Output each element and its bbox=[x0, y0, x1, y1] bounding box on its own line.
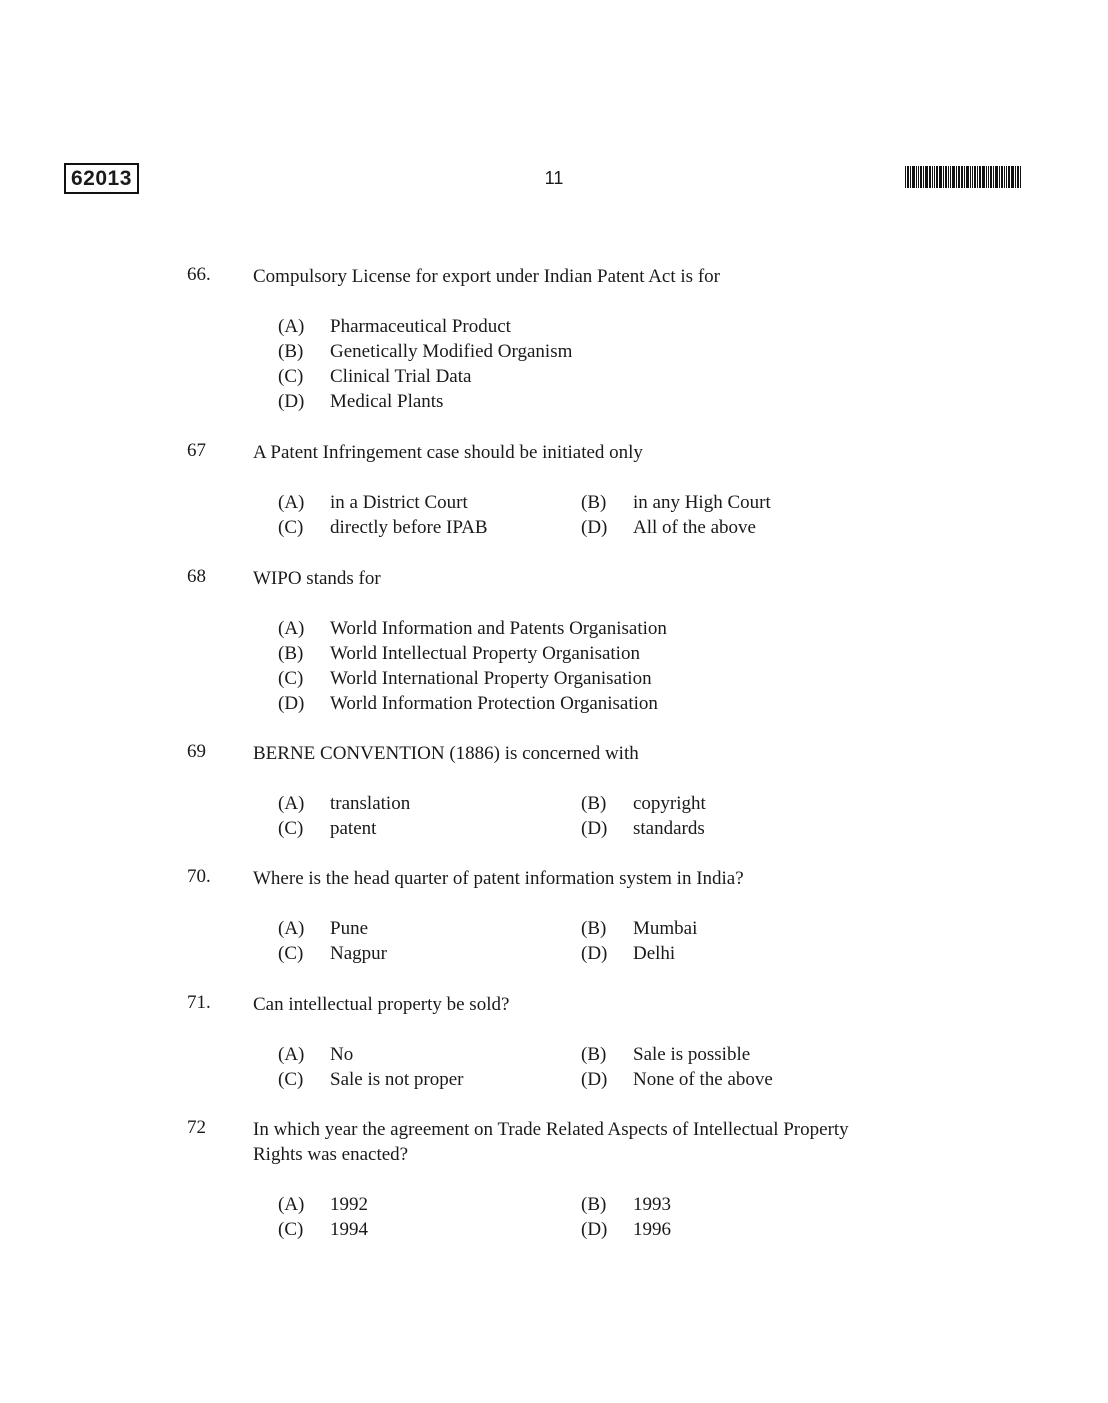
barcode-bar bbox=[982, 166, 985, 188]
option-letter: (C) bbox=[278, 1219, 304, 1240]
question-text: Compulsory License for export under Indian Patent Act is for bbox=[253, 266, 720, 287]
question-text: WIPO stands for bbox=[253, 568, 381, 589]
option-text: in any High Court bbox=[633, 492, 771, 513]
barcode-bar bbox=[961, 166, 963, 188]
option-letter: (A) bbox=[278, 492, 305, 513]
option-c bbox=[278, 1217, 368, 1242]
barcode-bar bbox=[970, 166, 971, 188]
barcode-bar bbox=[910, 166, 911, 188]
option-b bbox=[581, 1192, 671, 1217]
question-text: A Patent Infringement case should be initiated only bbox=[253, 442, 643, 463]
question-text: BERNE CONVENTION (1886) is concerned with bbox=[253, 743, 639, 764]
barcode-bar bbox=[936, 166, 938, 188]
option-text: Clinical Trial Data bbox=[330, 366, 472, 387]
option-b bbox=[581, 490, 771, 515]
barcode-bar bbox=[1015, 166, 1016, 188]
barcode-bar bbox=[966, 166, 969, 188]
option-letter: (D) bbox=[581, 818, 608, 839]
option-d bbox=[581, 1067, 773, 1092]
option-a bbox=[278, 791, 410, 816]
option-text: Pharmaceutical Product bbox=[330, 316, 511, 337]
option-d bbox=[278, 691, 658, 716]
option-text: Nagpur bbox=[330, 943, 387, 964]
barcode-bar bbox=[995, 166, 998, 188]
barcode-bar bbox=[932, 166, 933, 188]
barcode-bar bbox=[974, 166, 976, 188]
barcode-bar bbox=[943, 166, 944, 188]
barcode-bar bbox=[958, 166, 960, 188]
question-number: 72 bbox=[187, 1117, 206, 1138]
option-c bbox=[278, 515, 488, 540]
barcode-bar bbox=[1006, 166, 1007, 188]
option-letter: (B) bbox=[581, 793, 607, 814]
option-letter: (C) bbox=[278, 366, 304, 387]
barcode-bar bbox=[1008, 166, 1010, 188]
question-text: Where is the head quarter of patent information system in India? bbox=[253, 868, 744, 889]
option-a bbox=[278, 616, 667, 641]
option-d bbox=[581, 941, 675, 966]
barcode-image bbox=[905, 166, 1040, 188]
option-letter: (C) bbox=[278, 818, 304, 839]
option-b bbox=[581, 791, 706, 816]
option-text: No bbox=[330, 1044, 354, 1065]
option-b bbox=[278, 641, 640, 666]
option-d bbox=[581, 816, 705, 841]
option-a bbox=[278, 314, 511, 339]
option-letter: (C) bbox=[278, 943, 304, 964]
option-c bbox=[278, 816, 376, 841]
barcode-bar bbox=[920, 166, 922, 188]
barcode-bar bbox=[1020, 166, 1021, 188]
option-text: Sale is not proper bbox=[330, 1069, 464, 1090]
option-c bbox=[278, 941, 387, 966]
barcode-bar bbox=[1011, 166, 1014, 188]
option-letter: (B) bbox=[581, 1044, 607, 1065]
option-letter: (D) bbox=[278, 391, 305, 412]
option-letter: (B) bbox=[581, 1194, 607, 1215]
option-letter: (B) bbox=[278, 341, 304, 362]
barcode-bar bbox=[993, 166, 994, 188]
barcode-bar bbox=[905, 166, 906, 188]
option-letter: (C) bbox=[278, 1069, 304, 1090]
barcode-bar bbox=[952, 166, 955, 188]
option-letter: (A) bbox=[278, 316, 305, 337]
option-text: World International Property Organisation bbox=[330, 668, 652, 689]
barcode-bar bbox=[956, 166, 957, 188]
barcode-bar bbox=[923, 166, 924, 188]
barcode-bar bbox=[977, 166, 978, 188]
barcode-bar bbox=[945, 166, 947, 188]
option-letter: (C) bbox=[278, 668, 304, 689]
option-d bbox=[278, 389, 443, 414]
option-letter: (D) bbox=[581, 1069, 608, 1090]
option-text: directly before IPAB bbox=[330, 517, 488, 538]
option-text: 1994 bbox=[330, 1219, 368, 1240]
question-number: 67 bbox=[187, 440, 206, 461]
option-letter: (A) bbox=[278, 1194, 305, 1215]
barcode-bar bbox=[1017, 166, 1019, 188]
option-text: None of the above bbox=[633, 1069, 773, 1090]
option-letter: (D) bbox=[581, 1219, 608, 1240]
barcode-bar bbox=[950, 166, 951, 188]
option-text: Delhi bbox=[633, 943, 676, 964]
barcode-bar bbox=[999, 166, 1000, 188]
option-letter: (A) bbox=[278, 1044, 305, 1065]
barcode-bar bbox=[912, 166, 915, 188]
option-text: standards bbox=[633, 818, 705, 839]
barcode-bar bbox=[934, 166, 935, 188]
barcode-bar bbox=[948, 166, 949, 188]
option-a bbox=[278, 1192, 368, 1217]
option-text: in a District Court bbox=[330, 492, 468, 513]
option-text: patent bbox=[330, 818, 377, 839]
barcode-bar bbox=[979, 166, 981, 188]
option-letter: (A) bbox=[278, 793, 305, 814]
question-text: Can intellectual property be sold? bbox=[253, 994, 510, 1015]
option-text: 1993 bbox=[633, 1194, 671, 1215]
option-c bbox=[278, 666, 652, 691]
question-number: 66. bbox=[187, 264, 211, 285]
option-text: translation bbox=[330, 793, 411, 814]
option-text: 1996 bbox=[633, 1219, 671, 1240]
question-number: 70. bbox=[187, 866, 211, 887]
barcode-bar bbox=[916, 166, 917, 188]
option-letter: (B) bbox=[581, 492, 607, 513]
barcode-bar bbox=[918, 166, 919, 188]
barcode-bar bbox=[907, 166, 909, 188]
option-letter: (D) bbox=[581, 517, 608, 538]
barcode-bar bbox=[929, 166, 931, 188]
option-b bbox=[278, 339, 572, 364]
barcode-bar bbox=[972, 166, 973, 188]
option-text: Genetically Modified Organism bbox=[330, 341, 573, 362]
question-number: 68 bbox=[187, 566, 206, 587]
option-letter: (A) bbox=[278, 618, 305, 639]
question-paper-code: 62013 bbox=[64, 163, 139, 194]
option-letter: (A) bbox=[278, 918, 305, 939]
option-letter: (C) bbox=[278, 517, 304, 538]
option-text: World Information and Patents Organisation bbox=[330, 618, 667, 639]
option-text: Medical Plants bbox=[330, 391, 444, 412]
barcode-bar bbox=[990, 166, 992, 188]
option-letter: (D) bbox=[278, 693, 305, 714]
barcode-bar bbox=[986, 166, 987, 188]
option-text: World Intellectual Property Organisation bbox=[330, 643, 640, 664]
option-text: Mumbai bbox=[633, 918, 698, 939]
option-c bbox=[278, 364, 471, 389]
option-d bbox=[581, 1217, 671, 1242]
option-text: All of the above bbox=[633, 517, 756, 538]
barcode-bar bbox=[1001, 166, 1003, 188]
barcode-bar bbox=[988, 166, 989, 188]
option-d bbox=[581, 515, 756, 540]
option-text: World Information Protection Organisation bbox=[330, 693, 658, 714]
option-b bbox=[581, 916, 697, 941]
question-text: In which year the agreement on Trade Related Aspects of Intellectual Property Rights was enacted? bbox=[253, 1119, 849, 1165]
option-c bbox=[278, 1067, 464, 1092]
barcode-bar bbox=[1004, 166, 1005, 188]
question-number: 71. bbox=[187, 992, 211, 1013]
option-letter: (B) bbox=[278, 643, 304, 664]
option-text: copyright bbox=[633, 793, 706, 814]
option-b bbox=[581, 1042, 750, 1067]
option-letter: (B) bbox=[581, 918, 607, 939]
option-text: 1992 bbox=[330, 1194, 368, 1215]
barcode-bar bbox=[925, 166, 928, 188]
option-a bbox=[278, 1042, 353, 1067]
barcode-bar bbox=[939, 166, 942, 188]
barcode-bar bbox=[964, 166, 965, 188]
page-number: 11 bbox=[544, 168, 564, 188]
option-text: Pune bbox=[330, 918, 368, 939]
option-a bbox=[278, 916, 368, 941]
question-number: 69 bbox=[187, 741, 206, 762]
option-a bbox=[278, 490, 468, 515]
option-letter: (D) bbox=[581, 943, 608, 964]
option-text: Sale is possible bbox=[633, 1044, 751, 1065]
